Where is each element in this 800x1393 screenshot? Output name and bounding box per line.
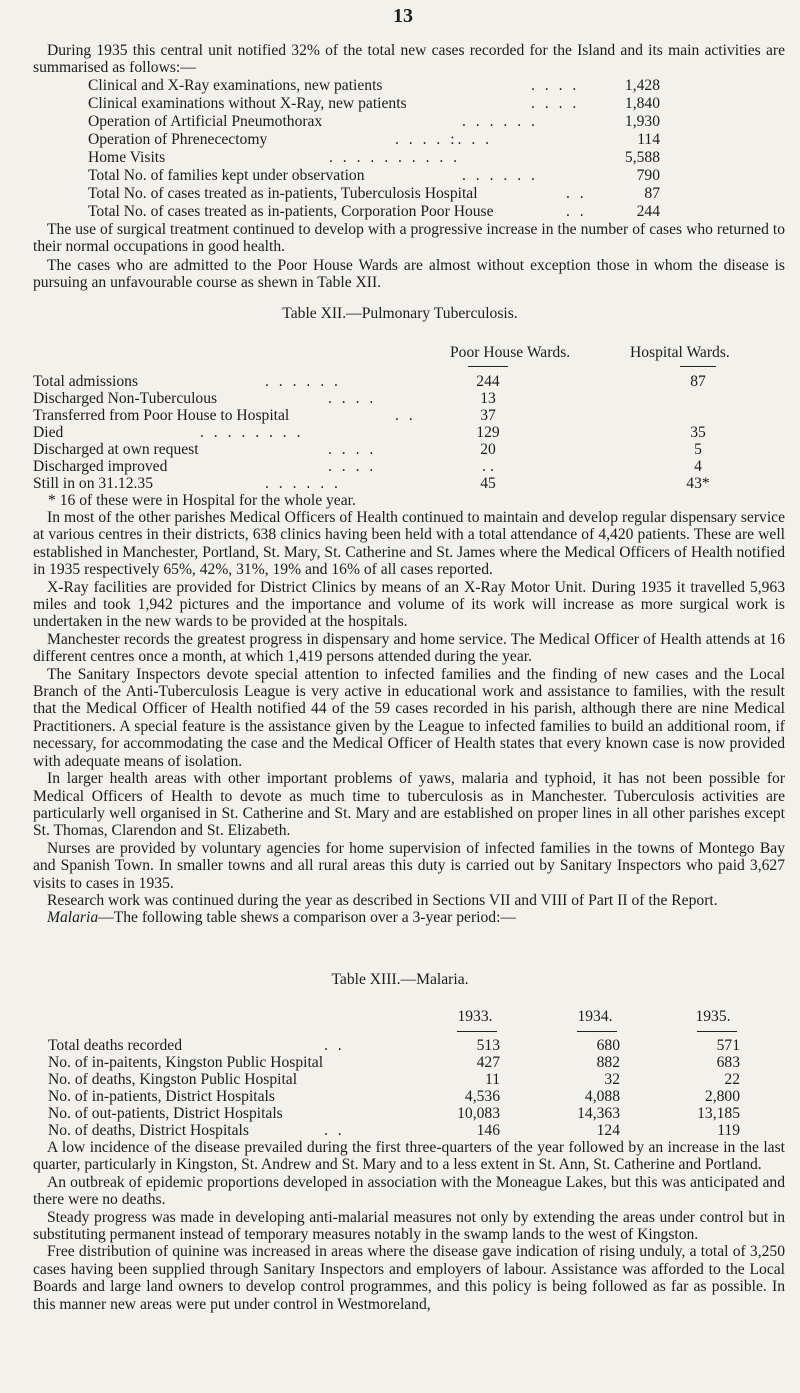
paragraph: In larger health areas with other important problems of yaws, malaria and typhoid, it has not been possible for Medical Officers of Health to devote as much time to tuberculosis as in Manchester. Tuberculosis activities are particularly well organised in St. Catherine and St. Mary and are established on proper lines in all other parishes except St. Thomas, Clarendon and St. Elizabeth. [33, 770, 785, 840]
activity-value: 790 [636, 167, 660, 184]
paragraph: A low incidence of the disease prevailed during the first three-quarters of the year followed by an increase in the last quarter, particularly in Kingston, St. Andrew and St. Mary and to a less extent in St. Ann, St. Catherine and Portland. [33, 1139, 785, 1174]
intro-paragraph: During 1935 this central unit notified 32% of the total new cases recorded for the Island and its main activities are summarised as follows:— [33, 42, 785, 77]
table-cell: 2,800 [704, 1088, 740, 1105]
table-cell: 20 [480, 441, 496, 458]
table-cell: 13,185 [697, 1105, 740, 1122]
activity-value: 244 [636, 203, 660, 220]
table-cell: 571 [716, 1037, 740, 1054]
table-row-label: No. of in-paitents, Kingston Public Hospital [48, 1054, 324, 1071]
paragraph: Research work was continued during the year as described in Sections VII and VIII of Part II of the Report. [47, 891, 718, 909]
activity-value: 1,428 [624, 77, 660, 94]
table-xii-col-poorhouse: Poor House Wards. [450, 344, 571, 361]
table-cell: 129 [476, 424, 500, 441]
leader-dots: . . . . [328, 390, 377, 407]
activity-value: 87 [644, 185, 660, 202]
table-row-label: Died [33, 424, 64, 441]
table-cell: 45 [480, 475, 496, 492]
column-rule [468, 366, 508, 367]
table-cell: . . [482, 458, 494, 475]
table-cell: 5 [694, 441, 702, 458]
table-cell: 4,088 [584, 1088, 620, 1105]
table-row-label: Discharged improved [33, 458, 168, 475]
leader-dots: . . [324, 1037, 345, 1054]
activity-label: Clinical examinations without X-Ray, new patients [88, 95, 407, 112]
table-cell: 32 [604, 1071, 620, 1088]
table-cell: 10,083 [457, 1105, 500, 1122]
leader-dots: . . . . . . [462, 113, 538, 130]
paragraph: In most of the other parishes Medical Officers of Health continued to maintain and develop regular dispensary service at various centres in their districts, 638 clinics having been held with a total attendance of 4,420 patients. These are well established in Manchester, Portland, St. Mary, St. Catherine and St. James where the Medical Officers of Health notified in 1935 respectively 65%, 42%, 31%, 19% and 16% of all cases reported. [33, 509, 785, 579]
leader-dots: . . . . . . . . [200, 424, 304, 441]
table-cell: 119 [717, 1122, 740, 1139]
table-cell: 43* [686, 475, 710, 492]
activity-label: Clinical and X-Ray examinations, new patients [88, 77, 383, 94]
table-xii-col-hospital: Hospital Wards. [630, 344, 730, 361]
activity-label: Operation of Artificial Pneumothorax [88, 113, 323, 130]
leader-dots: . . [566, 203, 587, 220]
malaria-heading: Malaria [47, 909, 99, 927]
leader-dots: . . . . . . [265, 475, 341, 492]
year-header: 1935. [695, 1008, 731, 1025]
activity-label: Total No. of cases treated as in-patients, Corporation Poor House [88, 203, 494, 220]
table-row-label: Discharged at own request [33, 441, 199, 458]
table-cell: 35 [690, 424, 706, 441]
table-cell: 882 [596, 1054, 620, 1071]
table-cell: 4,536 [464, 1088, 500, 1105]
leader-dots: . . [566, 185, 587, 202]
table-cell: 124 [596, 1122, 620, 1139]
table-cell: 37 [480, 407, 496, 424]
poorhouse-paragraph: The cases who are admitted to the Poor House Wards are almost without exception those in whom the disease is pursuing an unfavourable course as shewn in Table XII. [33, 257, 785, 292]
activity-value: 5,588 [624, 149, 660, 166]
column-rule [680, 366, 716, 367]
paragraph: Free distribution of quinine was increased in areas where the disease gave indication of rising unduly, a total of 3,250 cases having been supplied through Sanitary Inspectors and employers of labour. Assistance was afforded to the Local Boards and large land owners to develop control programmes, and this policy is being followed as far as possible. In this manner new areas were put under control in Westmoreland, [33, 1243, 785, 1313]
activity-value: 1,930 [624, 113, 660, 130]
table-footnote: * 16 of these were in Hospital for the whole year. [48, 492, 356, 509]
table-row-label: Total deaths recorded [48, 1037, 182, 1054]
table-cell: 22 [724, 1071, 740, 1088]
leader-dots: . . . . :. . . [395, 131, 493, 148]
table-cell: 11 [484, 1071, 500, 1088]
table-cell: 87 [690, 373, 706, 390]
table-cell: 4 [694, 458, 702, 475]
table-cell: 14,363 [577, 1105, 620, 1122]
paragraph: X-Ray facilities are provided for District Clinics by means of an X-Ray Motor Unit. During 1935 it travelled 5,963 miles and took 1,942 pictures and the importance and volume of its work will increase as more surgical work is undertaken in the new wards to be provided at the hospitals. [33, 578, 785, 631]
leader-dots: . . . . [531, 77, 580, 94]
paragraph: Nurses are provided by voluntary agencies for home supervision of infected families in the towns of Montego Bay and Spanish Town. In smaller towns and all rural areas this duty is carried out by Sanitary Inspectors who paid 3,627 visits to cases in 1935. [33, 839, 785, 892]
leader-dots: . . [324, 1122, 345, 1139]
table-cell: 680 [596, 1037, 620, 1054]
table-row-label: Still in on 31.12.35 [33, 475, 153, 492]
body-text [33, 509, 785, 927]
paragraph: An outbreak of epidemic proportions developed in association with the Moneague Lakes, but this was anticipated and there were no deaths. [33, 1173, 785, 1209]
body-text-2 [33, 1139, 785, 1313]
leader-dots: . . . . [328, 441, 377, 458]
activity-value: 1,840 [624, 95, 660, 112]
column-rule [697, 1031, 737, 1032]
table-cell: 427 [476, 1054, 500, 1071]
leader-dots: . . . . [328, 458, 377, 475]
table-cell: 513 [476, 1037, 500, 1054]
malaria-paragraph [33, 909, 785, 926]
page-number: 13 [393, 5, 413, 27]
leader-dots: . . [395, 407, 416, 424]
table-cell: 146 [476, 1122, 500, 1139]
table-row-label: Total admissions [33, 373, 139, 390]
activity-label: Home Visits [88, 149, 166, 166]
table-row-label: No. of in-patients, District Hospitals [48, 1088, 275, 1105]
table-xiii-title: Table XIII.—Malaria. [331, 971, 469, 988]
malaria-intro: —The following table shews a comparison over a 3-year period:— [98, 909, 516, 927]
table-row-label: Transferred from Poor House to Hospital [33, 407, 290, 424]
table-row-label: No. of deaths, Kingston Public Hospital [48, 1071, 298, 1088]
table-cell: 244 [476, 373, 500, 390]
year-header: 1933. [457, 1008, 493, 1025]
table-row-label: Discharged Non-Tuberculous [33, 390, 218, 407]
table-cell: 683 [716, 1054, 740, 1071]
column-rule [457, 1031, 497, 1032]
leader-dots: . . . . . . . . . . [329, 149, 461, 166]
year-header: 1934. [577, 1008, 613, 1025]
table-row-label: No. of deaths, District Hospitals [48, 1122, 249, 1139]
leader-dots: . . . . . . [265, 373, 341, 390]
paragraph: Manchester records the greatest progress in dispensary and home service. The Medical Officer of Health attends at 16 different centres once a month, at which 1,419 persons attended during the year. [33, 630, 785, 666]
activity-label: Total No. of families kept under observation [88, 167, 365, 184]
activity-label: Operation of Phrenecectomy [88, 131, 268, 148]
surgical-paragraph: The use of surgical treatment continued to develop with a progressive increase in the number of cases who returned to their normal occupations in good health. [33, 221, 785, 256]
column-rule [577, 1031, 617, 1032]
paragraph: The Sanitary Inspectors devote special attention to infected families and the finding of new cases and the Local Branch of the Anti-Tuberculosis League is very active in educational work and assistance to families, with the result that the Medical Officer of Health notified 44 of the 59 cases recorded in his parish, although there are nine Medical Practitioners. A special feature is the assistance given by the League to infected families to build an additional room, if necessary, for accommodating the case and the Medical Officer of Health states that every known case is now provided with adequate means of isolation. [33, 665, 785, 770]
table-xii-title: Table XII.—Pulmonary Tuberculosis. [282, 305, 518, 322]
leader-dots: . . . . [531, 95, 580, 112]
activity-value: 114 [637, 131, 660, 148]
table-cell: 13 [480, 390, 496, 407]
leader-dots: . . . . . . [462, 167, 538, 184]
table-row-label: No. of out-patients, District Hospitals [48, 1105, 283, 1122]
paragraph: Steady progress was made in developing anti-malarial measures not only by extending the areas under control but in substituting permanent instead of temporary measures notably in the swamp lands to the west of Kingston. [33, 1208, 785, 1244]
activity-label: Total No. of cases treated as in-patients, Tuberculosis Hospital [88, 185, 478, 202]
